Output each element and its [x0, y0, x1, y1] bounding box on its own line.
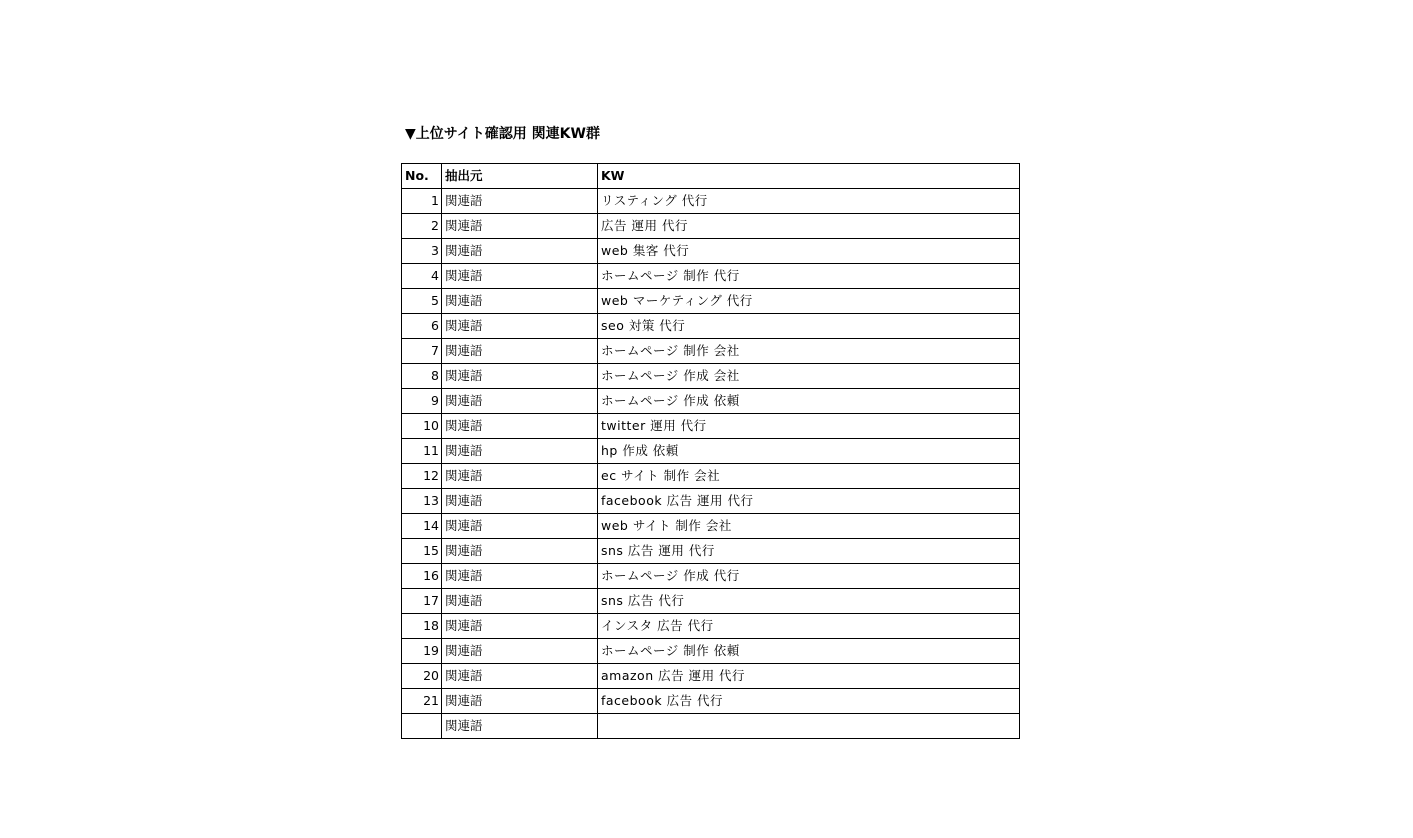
cell-source[interactable]: 関連語 [442, 414, 598, 439]
header-kw[interactable]: KW [598, 164, 1020, 189]
cell-kw[interactable]: hp 作成 依頼 [598, 439, 1020, 464]
cell-source[interactable]: 関連語 [442, 689, 598, 714]
cell-no[interactable]: 6 [402, 314, 442, 339]
cell-kw[interactable]: sns 広告 運用 代行 [598, 539, 1020, 564]
table-row [402, 289, 1020, 314]
cell-kw[interactable]: facebook 広告 代行 [598, 689, 1020, 714]
table-row [402, 689, 1020, 714]
table-row [402, 539, 1020, 564]
table-row [402, 439, 1020, 464]
cell-no[interactable]: 19 [402, 639, 442, 664]
cell-kw[interactable]: web 集客 代行 [598, 239, 1020, 264]
cell-no[interactable]: 5 [402, 289, 442, 314]
table-row [402, 564, 1020, 589]
table-header-row [402, 164, 1020, 189]
cell-no[interactable]: 2 [402, 214, 442, 239]
cell-no[interactable]: 10 [402, 414, 442, 439]
cell-source[interactable]: 関連語 [442, 364, 598, 389]
cell-no[interactable]: 4 [402, 264, 442, 289]
cell-no[interactable]: 18 [402, 614, 442, 639]
table-row [402, 489, 1020, 514]
cell-kw[interactable]: amazon 広告 運用 代行 [598, 664, 1020, 689]
cell-source[interactable]: 関連語 [442, 714, 598, 739]
cell-source[interactable]: 関連語 [442, 239, 598, 264]
table-row [402, 314, 1020, 339]
table-row [402, 514, 1020, 539]
table-row [402, 214, 1020, 239]
cell-source[interactable]: 関連語 [442, 514, 598, 539]
page-title: ▼上位サイト確認用 関連KW群 [405, 126, 600, 142]
table-row [402, 589, 1020, 614]
cell-kw[interactable]: facebook 広告 運用 代行 [598, 489, 1020, 514]
cell-source[interactable]: 関連語 [442, 314, 598, 339]
cell-no[interactable]: 21 [402, 689, 442, 714]
cell-kw[interactable]: ホームページ 制作 依頼 [598, 639, 1020, 664]
cell-no[interactable]: 12 [402, 464, 442, 489]
header-source[interactable]: 抽出元 [442, 164, 598, 189]
cell-kw[interactable]: リスティング 代行 [598, 189, 1020, 214]
cell-no[interactable]: 13 [402, 489, 442, 514]
cell-no[interactable]: 8 [402, 364, 442, 389]
cell-source[interactable]: 関連語 [442, 339, 598, 364]
table-row [402, 264, 1020, 289]
cell-no[interactable] [402, 714, 442, 739]
table-row [402, 364, 1020, 389]
cell-source[interactable]: 関連語 [442, 614, 598, 639]
table-row [402, 664, 1020, 689]
table-row [402, 714, 1020, 739]
cell-kw[interactable]: web サイト 制作 会社 [598, 514, 1020, 539]
table-row [402, 389, 1020, 414]
cell-source[interactable]: 関連語 [442, 264, 598, 289]
table-row [402, 339, 1020, 364]
cell-no[interactable]: 14 [402, 514, 442, 539]
cell-kw[interactable]: sns 広告 代行 [598, 589, 1020, 614]
cell-no[interactable]: 20 [402, 664, 442, 689]
cell-kw[interactable]: ホームページ 制作 会社 [598, 339, 1020, 364]
cell-kw[interactable] [598, 714, 1020, 739]
cell-kw[interactable]: seo 対策 代行 [598, 314, 1020, 339]
cell-source[interactable]: 関連語 [442, 539, 598, 564]
cell-no[interactable]: 7 [402, 339, 442, 364]
cell-no[interactable]: 1 [402, 189, 442, 214]
cell-kw[interactable]: ホームページ 作成 会社 [598, 364, 1020, 389]
cell-kw[interactable]: ホームページ 作成 代行 [598, 564, 1020, 589]
table-row [402, 464, 1020, 489]
cell-source[interactable]: 関連語 [442, 189, 598, 214]
header-no[interactable]: No. [402, 164, 442, 189]
cell-source[interactable]: 関連語 [442, 489, 598, 514]
cell-kw[interactable]: twitter 運用 代行 [598, 414, 1020, 439]
cell-kw[interactable]: インスタ 広告 代行 [598, 614, 1020, 639]
table-row [402, 639, 1020, 664]
cell-no[interactable]: 9 [402, 389, 442, 414]
cell-kw[interactable]: web マーケティング 代行 [598, 289, 1020, 314]
cell-source[interactable]: 関連語 [442, 214, 598, 239]
table-row [402, 189, 1020, 214]
cell-no[interactable]: 17 [402, 589, 442, 614]
cell-source[interactable]: 関連語 [442, 589, 598, 614]
table-row [402, 414, 1020, 439]
cell-source[interactable]: 関連語 [442, 664, 598, 689]
cell-kw[interactable]: ホームページ 作成 依頼 [598, 389, 1020, 414]
cell-no[interactable]: 11 [402, 439, 442, 464]
cell-no[interactable]: 16 [402, 564, 442, 589]
table-row [402, 614, 1020, 639]
cell-source[interactable]: 関連語 [442, 289, 598, 314]
cell-no[interactable]: 15 [402, 539, 442, 564]
keyword-table [401, 163, 1020, 739]
cell-source[interactable]: 関連語 [442, 389, 598, 414]
cell-source[interactable]: 関連語 [442, 439, 598, 464]
table-row [402, 239, 1020, 264]
cell-source[interactable]: 関連語 [442, 464, 598, 489]
cell-no[interactable]: 3 [402, 239, 442, 264]
cell-source[interactable]: 関連語 [442, 639, 598, 664]
cell-source[interactable]: 関連語 [442, 564, 598, 589]
cell-kw[interactable]: ec サイト 制作 会社 [598, 464, 1020, 489]
keyword-table-container [401, 163, 1021, 733]
cell-kw[interactable]: ホームページ 制作 代行 [598, 264, 1020, 289]
cell-kw[interactable]: 広告 運用 代行 [598, 214, 1020, 239]
